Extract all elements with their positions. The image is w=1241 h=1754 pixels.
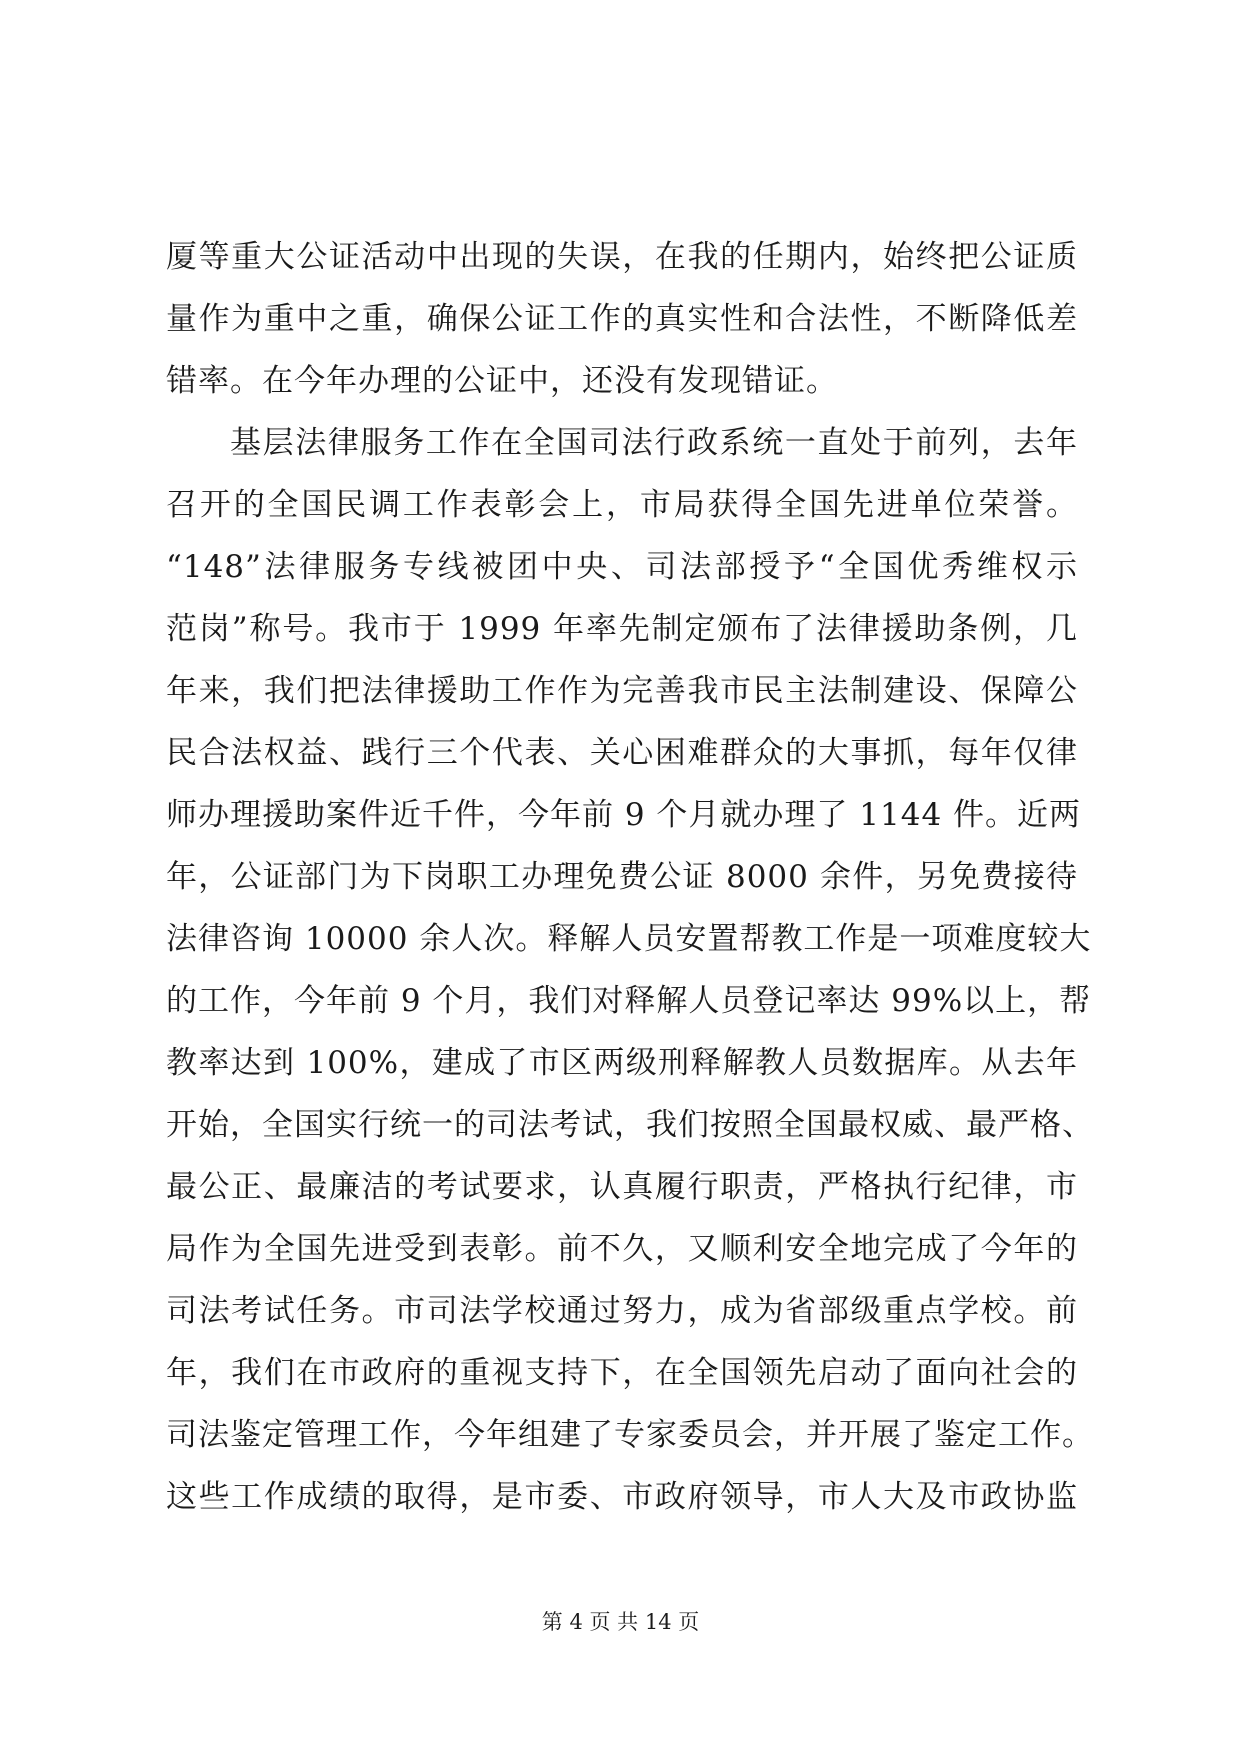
text-line: 民合法权益、践行三个代表、关心困难群众的大事抓，每年仅律 — [166, 735, 1078, 771]
text-line: 的工作，今年前 9 个月，我们对释解人员登记率达 99%以上，帮 — [166, 983, 1092, 1019]
text-line: 最公正、最廉洁的考试要求，认真履行职责，严格执行纪律，市 — [166, 1169, 1078, 1205]
text-line: 司法考试任务。市司法学校通过努力，成为省部级重点学校。前 — [166, 1293, 1078, 1329]
text-line: 年来，我们把法律援助工作作为完善我市民主法制建设、保障公 — [166, 673, 1078, 709]
body-text — [166, 226, 1094, 1528]
text-line: 师办理援助案件近千件，今年前 9 个月就办理了 1144 件。近两 — [166, 797, 1082, 833]
text-line: 错率。在今年办理的公证中，还没有发现错证。 — [166, 363, 838, 399]
page-number-footer: 第 4 页 共 14 页 — [541, 1610, 700, 1634]
text-line: 司法鉴定管理工作，今年组建了专家委员会，并开展了鉴定工作。 — [166, 1417, 1094, 1453]
paragraph-1 — [166, 226, 1078, 412]
text-line: 年，公证部门为下岗职工办理免费公证 8000 余件，另免费接待 — [166, 859, 1078, 895]
text-line: 范岗”称号。我市于 1999 年率先制定颁布了法律援助条例，几 — [166, 611, 1078, 647]
text-line: 法律咨询 10000 余人次。释解人员安置帮教工作是一项难度较大 — [166, 921, 1092, 957]
text-line: 开始，全国实行统一的司法考试，我们按照全国最权威、最严格、 — [166, 1107, 1094, 1143]
text-line: 教率达到 100%，建成了市区两级刑释解教人员数据库。从去年 — [166, 1045, 1078, 1081]
text-line: 基层法律服务工作在全国司法行政系统一直处于前列，去年 — [230, 425, 1078, 461]
text-line: 厦等重大公证活动中出现的失误，在我的任期内，始终把公证质 — [166, 239, 1078, 275]
paragraph-2 — [166, 412, 1094, 1528]
text-line: “148”法律服务专线被团中央、司法部授予“全国优秀维权示 — [166, 549, 1078, 585]
text-line: 量作为重中之重，确保公证工作的真实性和合法性，不断降低差 — [166, 301, 1078, 337]
text-line: 召开的全国民调工作表彰会上，市局获得全国先进单位荣誉。 — [166, 487, 1078, 523]
text-line: 年，我们在市政府的重视支持下，在全国领先启动了面向社会的 — [166, 1355, 1078, 1391]
text-line: 这些工作成绩的取得，是市委、市政府领导，市人大及市政协监 — [166, 1479, 1078, 1515]
text-line: 局作为全国先进受到表彰。前不久，又顺利安全地完成了今年的 — [166, 1231, 1078, 1267]
